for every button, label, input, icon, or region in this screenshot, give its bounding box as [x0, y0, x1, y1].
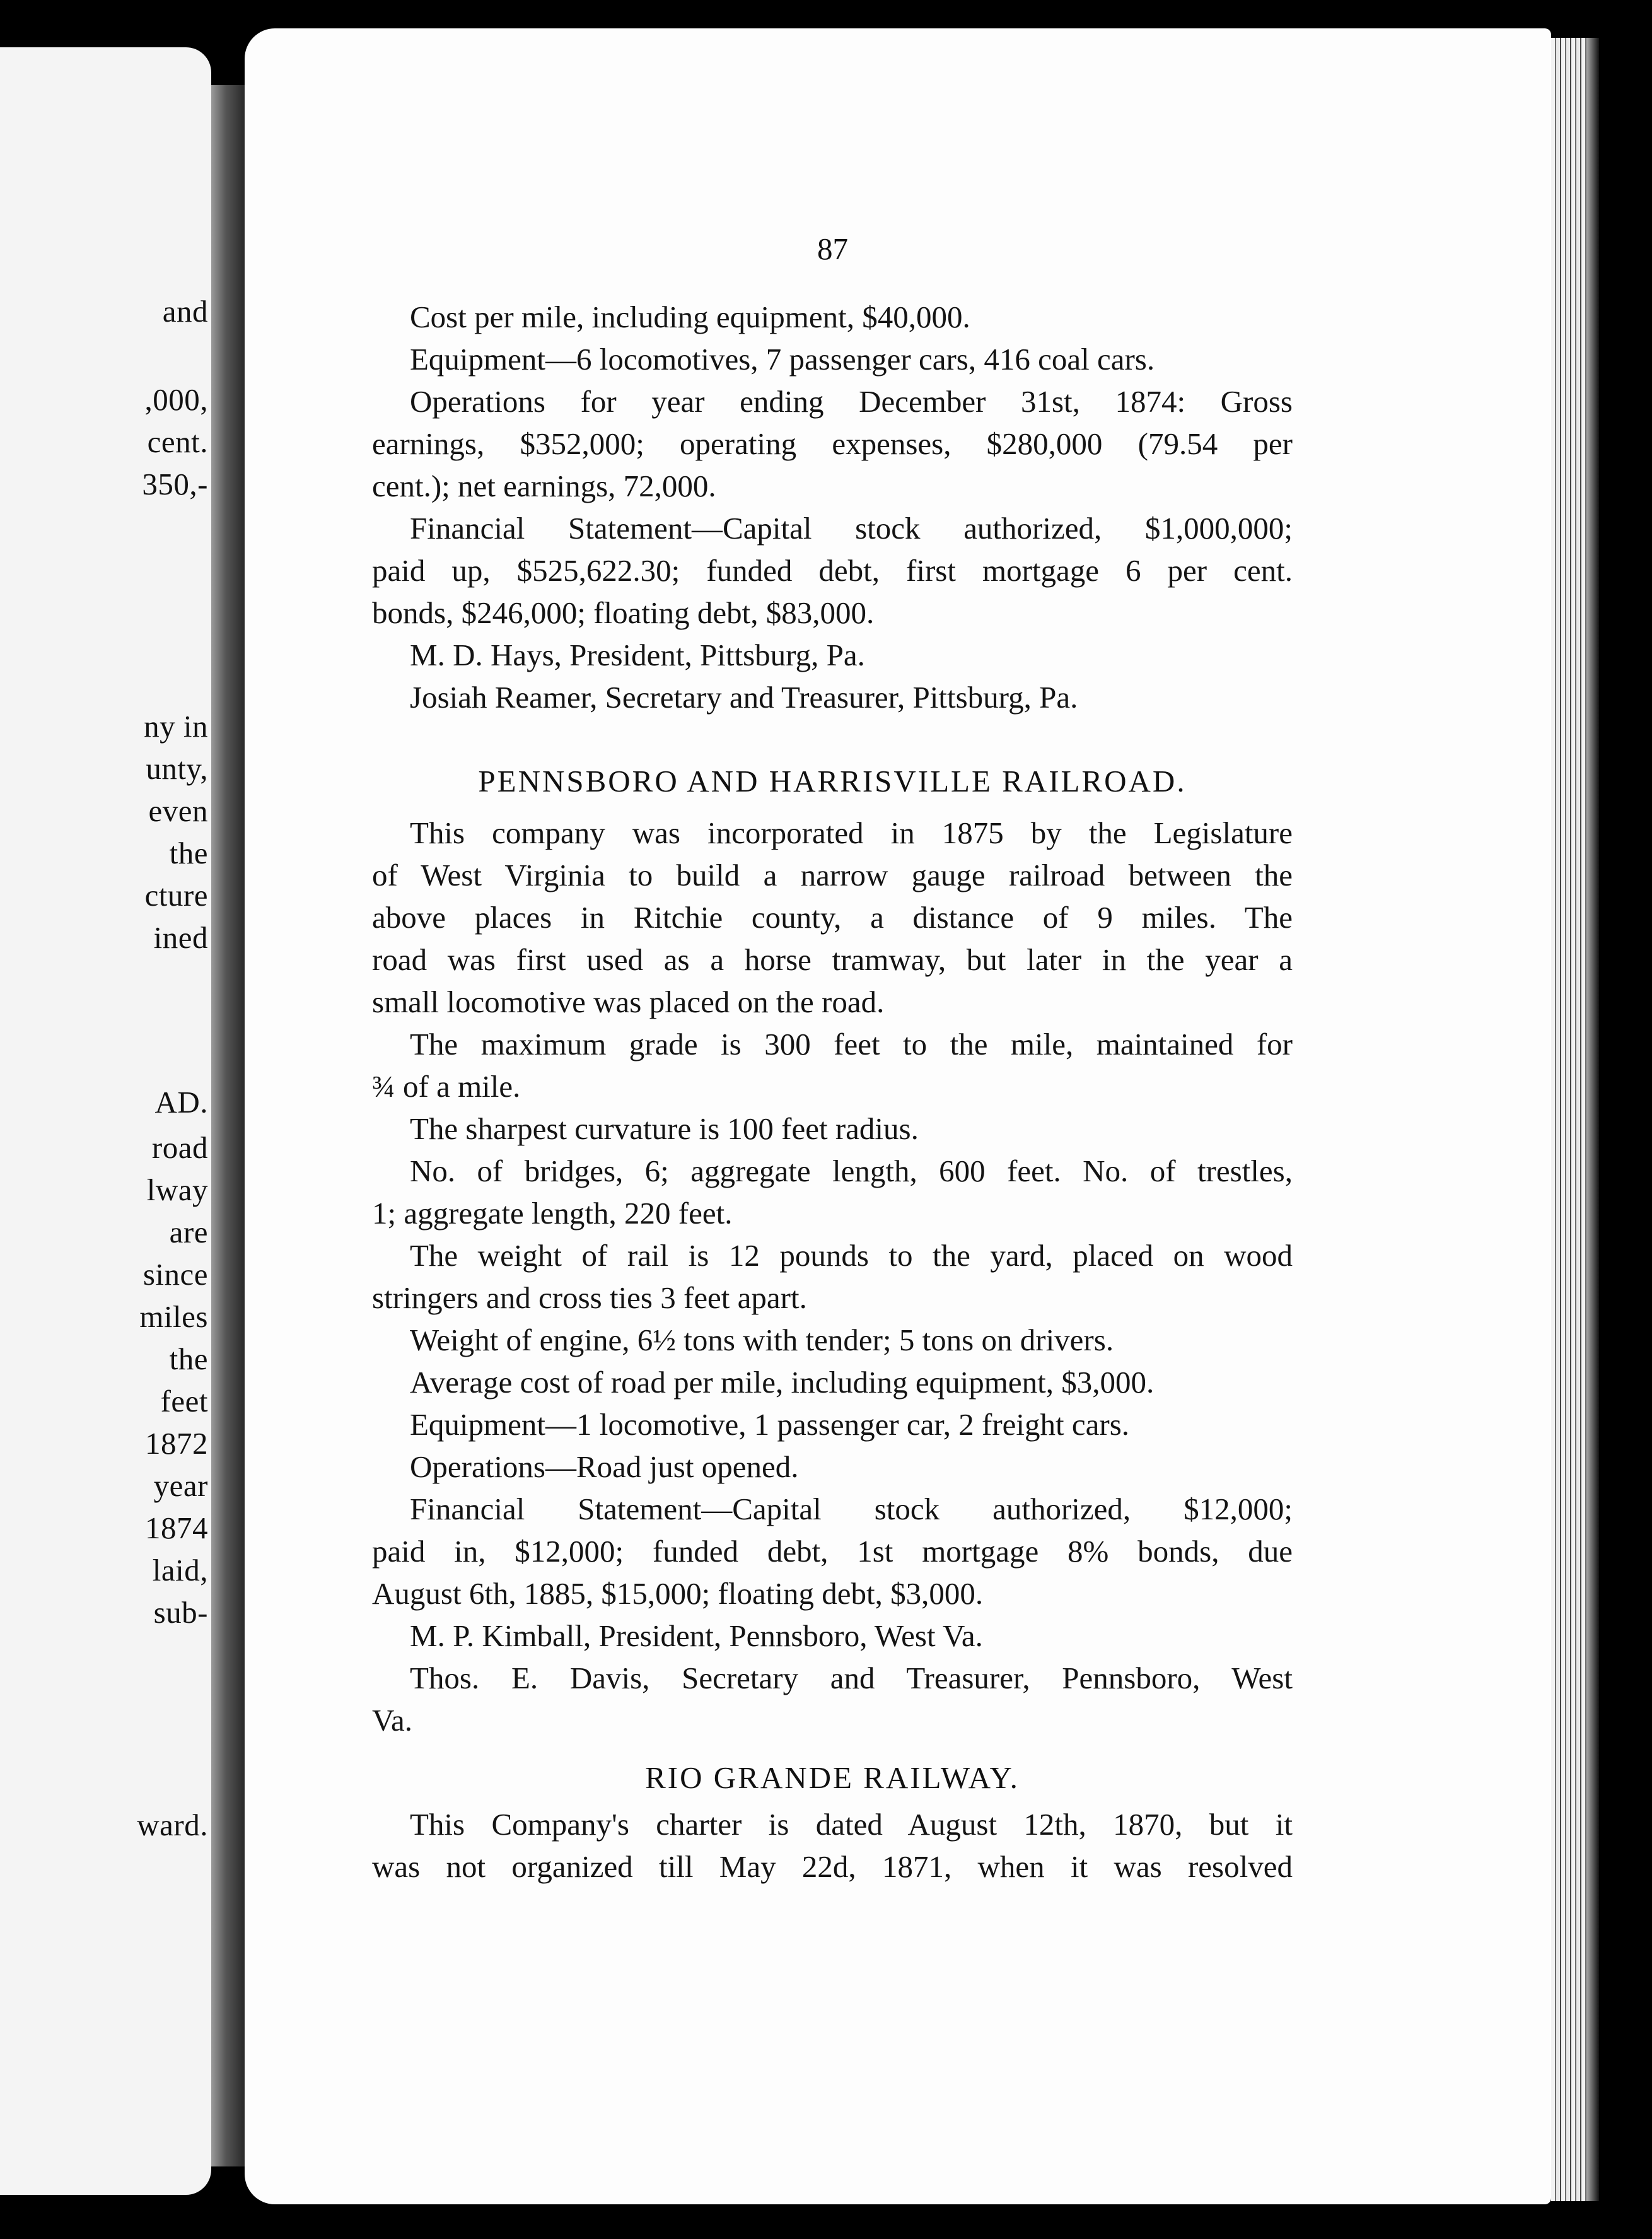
- page-edge-shadow: [1586, 38, 1599, 2201]
- text-line: Va.: [372, 1703, 412, 1738]
- left-fragment: are: [169, 1215, 208, 1249]
- left-fragment: laid,: [152, 1553, 208, 1587]
- left-fragment: the: [169, 1342, 208, 1376]
- text-line: paid in, $12,000; funded debt, 1st mortgage 8% bonds, due: [372, 1534, 1293, 1569]
- left-fragment: ny in: [144, 709, 208, 744]
- left-fragment: sub-: [153, 1595, 208, 1630]
- text-line: earnings, $352,000; operating expenses, $280,000 (79.54 per: [372, 426, 1293, 461]
- left-facing-page: [0, 47, 211, 2195]
- text-line: The weight of rail is 12 pounds to the yard, placed on wood: [410, 1238, 1293, 1273]
- left-fragment: road: [151, 1130, 208, 1165]
- left-fragment: miles: [139, 1299, 208, 1334]
- left-fragment: even: [148, 793, 208, 828]
- left-fragment: AD.: [154, 1085, 208, 1120]
- text-line: road was first used as a horse tramway, but later in the year a: [372, 942, 1293, 977]
- text-line: Cost per mile, including equipment, $40,000.: [410, 300, 970, 334]
- page-number: 87: [817, 231, 848, 266]
- text-line: bonds, $246,000; floating debt, $83,000.: [372, 595, 875, 630]
- text-line: Financial Statement—Capital stock authorized, $1,000,000;: [410, 511, 1293, 546]
- text-line: This company was incorporated in 1875 by the Legislature: [410, 816, 1293, 850]
- text-line: August 6th, 1885, $15,000; floating debt, $3,000.: [372, 1576, 984, 1611]
- left-fragment: ined: [153, 920, 208, 955]
- section-heading: PENNSBORO AND HARRISVILLE RAILROAD.: [478, 764, 1187, 798]
- left-fragment: the: [169, 836, 208, 870]
- text-line: Financial Statement—Capital stock authorized, $12,000;: [410, 1492, 1293, 1526]
- text-line: was not organized till May 22d, 1871, when it was resolved: [372, 1849, 1293, 1884]
- text-line: above places in Ritchie county, a distance of 9 miles. The: [372, 900, 1293, 935]
- text-line: No. of bridges, 6; aggregate length, 600 feet. No. of trestles,: [410, 1154, 1293, 1188]
- left-fragment: year: [153, 1468, 208, 1503]
- text-line: Josiah Reamer, Secretary and Treasurer, Pittsburg, Pa.: [410, 680, 1078, 715]
- left-fragment: cent.: [147, 424, 208, 459]
- text-line: Weight of engine, 6½ tons with tender; 5 tons on drivers.: [410, 1323, 1114, 1357]
- left-fragment: 350,-: [142, 467, 208, 501]
- text-line: Equipment—1 locomotive, 1 passenger car, 2 freight cars.: [410, 1407, 1130, 1442]
- left-fragment: cture: [144, 878, 208, 913]
- text-line: This Company's charter is dated August 12th, 1870, but it: [410, 1807, 1293, 1842]
- text-line: The maximum grade is 300 feet to the mile, maintained for: [410, 1027, 1293, 1061]
- text-line: M. D. Hays, President, Pittsburg, Pa.: [410, 638, 865, 672]
- left-fragment: 1872: [145, 1426, 208, 1461]
- left-fragment: and: [162, 294, 208, 329]
- text-line: 1; aggregate length, 220 feet.: [372, 1196, 733, 1231]
- text-line: stringers and cross ties 3 feet apart.: [372, 1280, 807, 1315]
- left-fragment: feet: [160, 1384, 208, 1418]
- text-line: small locomotive was placed on the road.: [372, 985, 885, 1019]
- page-edge-stack: [1551, 38, 1586, 2201]
- text-line: Average cost of road per mile, including equipment, $3,000.: [410, 1365, 1155, 1400]
- left-fragment: since: [143, 1257, 208, 1292]
- left-fragment: 1874: [145, 1511, 208, 1545]
- text-line: Operations for year ending December 31st, 1874: Gross: [410, 384, 1293, 419]
- text-line: Equipment—6 locomotives, 7 passenger cars, 416 coal cars.: [410, 342, 1155, 377]
- left-fragment: lway: [146, 1172, 208, 1207]
- text-line: of West Virginia to build a narrow gauge railroad between the: [372, 858, 1293, 892]
- text-line: M. P. Kimball, President, Pennsboro, West Va.: [410, 1618, 983, 1653]
- text-line: cent.); net earnings, 72,000.: [372, 469, 716, 503]
- section-heading: RIO GRANDE RAILWAY.: [645, 1760, 1020, 1795]
- text-line: Thos. E. Davis, Secretary and Treasurer, Pennsboro, West: [410, 1661, 1293, 1695]
- left-fragment: ,000,: [144, 382, 208, 417]
- left-fragment: unty,: [146, 751, 208, 786]
- text-line: ¾ of a mile.: [372, 1069, 521, 1104]
- left-fragment: ward.: [137, 1808, 208, 1842]
- text-line: paid up, $525,622.30; funded debt, first mortgage 6 per cent.: [372, 553, 1293, 588]
- book-gutter: [211, 85, 248, 2166]
- text-line: The sharpest curvature is 100 feet radius.: [410, 1111, 919, 1146]
- text-line: Operations—Road just opened.: [410, 1449, 799, 1484]
